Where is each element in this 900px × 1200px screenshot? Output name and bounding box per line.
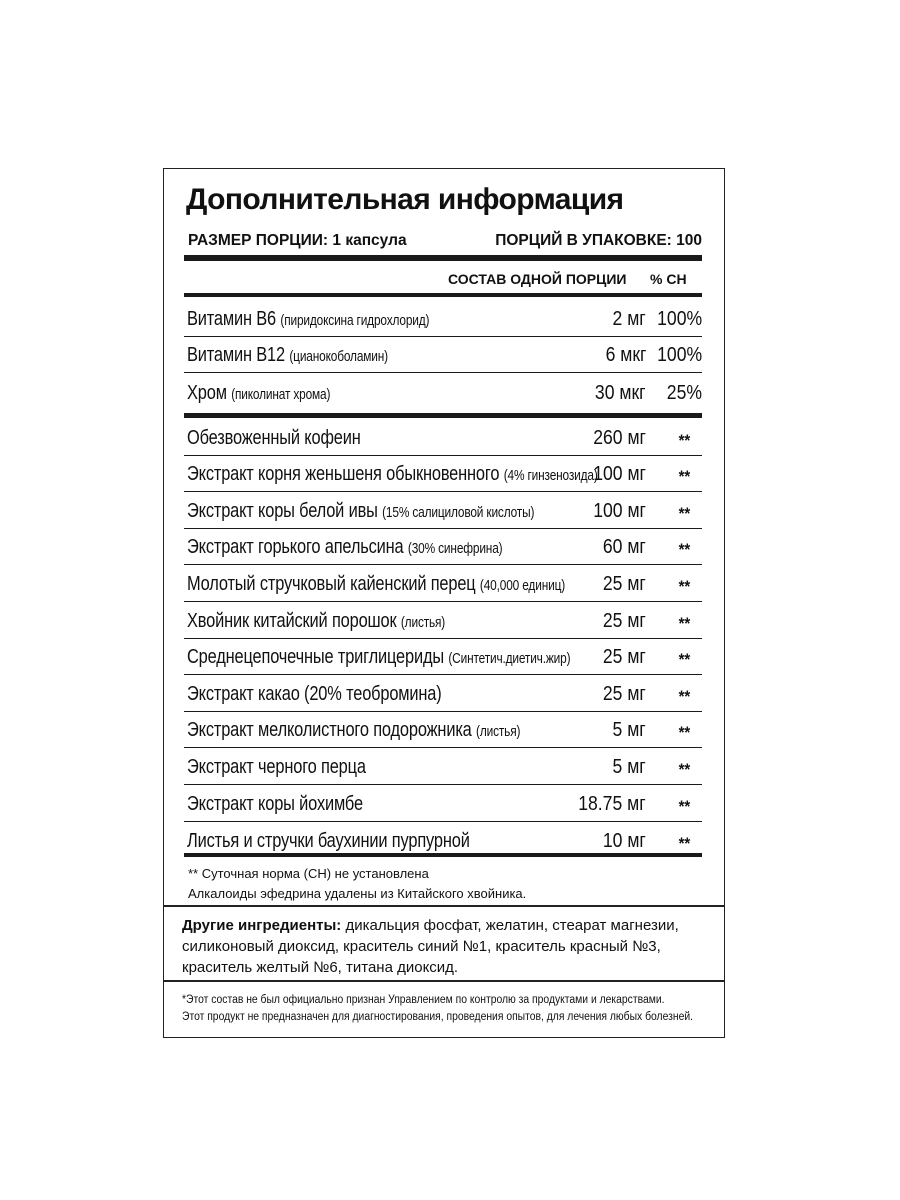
- serving-size: [188, 232, 407, 250]
- table-row: [184, 785, 702, 822]
- ingredient-name: Среднецепочечные триглицериды (Синтетич.диетич.жир): [187, 646, 571, 669]
- footnote-ephedrine: Алкалоиды эфедрина удалены из Китайского хвойника.: [188, 886, 527, 901]
- ingredient-name: Хром (пиколинат хрома): [187, 381, 331, 404]
- table-row: [184, 712, 702, 749]
- ingredient-name: Экстракт коры йохимбе: [187, 792, 363, 815]
- other-ingredients-list: дикальция фосфат, желатин, стеарат магнезии, силиконовый диоксид, краситель синий №1, краситель красный №3, краситель желтый №6, титана диоксид.: [182, 917, 679, 976]
- table-row: [184, 492, 702, 529]
- ingredient-name: Экстракт корня женьшеня обыкновенного (4% гинзенозида): [187, 463, 598, 486]
- ingredient-name: Экстракт мелколистного подорожника (листья): [187, 719, 521, 742]
- header-divider: [184, 293, 702, 297]
- ingredient-amount: 25 мг: [603, 682, 646, 705]
- daily-value: **: [678, 430, 690, 450]
- end-divider: [184, 853, 702, 857]
- ingredient-amount: 18.75 мг: [578, 792, 646, 815]
- other-ingredients-text: [182, 915, 710, 978]
- daily-value: **: [678, 503, 690, 523]
- thick-divider: [184, 255, 702, 261]
- ingredient-amount: 30 мкг: [595, 381, 646, 404]
- ingredient-amount: 100 мг: [593, 499, 646, 522]
- servings-per-container: ПОРЦИЙ В УПАКОВКЕ: 100: [495, 232, 702, 249]
- ingredient-name: Молотый стручковый кайенский перец (40,000 единиц): [187, 572, 566, 595]
- panel-title: Дополнительная информация: [186, 183, 624, 216]
- daily-value: **: [678, 723, 690, 743]
- ingredient-amount: 100 мг: [593, 463, 646, 486]
- ingredient-rows: [184, 419, 702, 858]
- table-row: [184, 748, 702, 785]
- serving-size-value: 1 капсула: [332, 232, 407, 249]
- ingredient-amount: 25 мг: [603, 609, 646, 632]
- ingredient-name: Экстракт коры белой ивы (15% салициловой кислоты): [187, 499, 535, 522]
- table-row: [184, 373, 702, 410]
- daily-value: **: [678, 467, 690, 487]
- column-header-amount: СОСТАВ ОДНОЙ ПОРЦИИ: [448, 271, 627, 287]
- daily-value: **: [678, 576, 690, 596]
- ingredient-name: Хвойник китайский порошок (листья): [187, 609, 446, 632]
- ingredient-amount: 5 мг: [612, 719, 646, 742]
- table-row: [184, 337, 702, 374]
- ingredient-amount: 60 мг: [603, 536, 646, 559]
- ingredient-amount: 2 мг: [612, 307, 646, 330]
- daily-value: **: [678, 686, 690, 706]
- ingredient-name: Обезвоженный кофеин: [187, 426, 361, 449]
- table-row: [184, 300, 702, 337]
- other-ingredients-box: [163, 906, 725, 981]
- supplement-facts-panel: [163, 168, 725, 906]
- disclaimer-line-1: *Этот состав не был официально признан Управлением по контролю за продуктами и лекарствами.: [182, 994, 665, 1006]
- table-row: [184, 565, 702, 602]
- daily-value: 100%: [656, 307, 702, 330]
- daily-value: 25%: [666, 381, 702, 404]
- disclaimer-text: [182, 992, 693, 1026]
- daily-value: **: [678, 759, 690, 779]
- daily-value: **: [678, 796, 690, 816]
- disclaimer-line-2: Этот продукт не предназначен для диагностирования, проведения опытов, для лечения любых болезней.: [182, 1011, 694, 1023]
- ingredient-amount: 25 мг: [603, 572, 646, 595]
- footnote-daily-value: ** Суточная норма (СН) не установлена: [188, 866, 429, 881]
- ingredient-amount: 6 мкг: [605, 344, 646, 367]
- daily-value: 100%: [656, 344, 702, 367]
- ingredient-name: Витамин B6 (пиридоксина гидрохлорид): [187, 307, 430, 330]
- ingredient-name: Экстракт горького апельсина (30% синефрина): [187, 536, 503, 559]
- ingredient-name: Витамин B12 (цианокоболамин): [187, 344, 388, 367]
- other-ingredients-label: Другие ингредиенты:: [182, 917, 342, 934]
- ingredient-name: Листья и стручки баухинии пурпурной: [187, 830, 470, 853]
- ingredient-name: Экстракт черного перца: [187, 755, 366, 778]
- ingredient-amount: 25 мг: [603, 646, 646, 669]
- daily-value: **: [678, 834, 690, 854]
- ingredient-amount: 5 мг: [612, 755, 646, 778]
- daily-value: **: [678, 540, 690, 560]
- section-divider: [184, 413, 702, 418]
- ingredient-amount: 10 мг: [603, 830, 646, 853]
- ingredient-amount: 260 мг: [593, 426, 646, 449]
- serving-size-label: РАЗМЕР ПОРЦИИ:: [188, 232, 329, 249]
- facts-rows: [184, 300, 702, 410]
- disclaimer-box: [163, 981, 725, 1038]
- table-row: [184, 529, 702, 566]
- table-row: [184, 456, 702, 493]
- daily-value: **: [678, 613, 690, 633]
- ingredient-name: Экстракт какао (20% теобромина): [187, 682, 442, 705]
- table-row: [184, 675, 702, 712]
- table-row: [184, 602, 702, 639]
- table-row: [184, 419, 702, 456]
- daily-value: **: [678, 650, 690, 670]
- table-row: [184, 639, 702, 676]
- column-header-daily-value: % СН: [650, 271, 687, 287]
